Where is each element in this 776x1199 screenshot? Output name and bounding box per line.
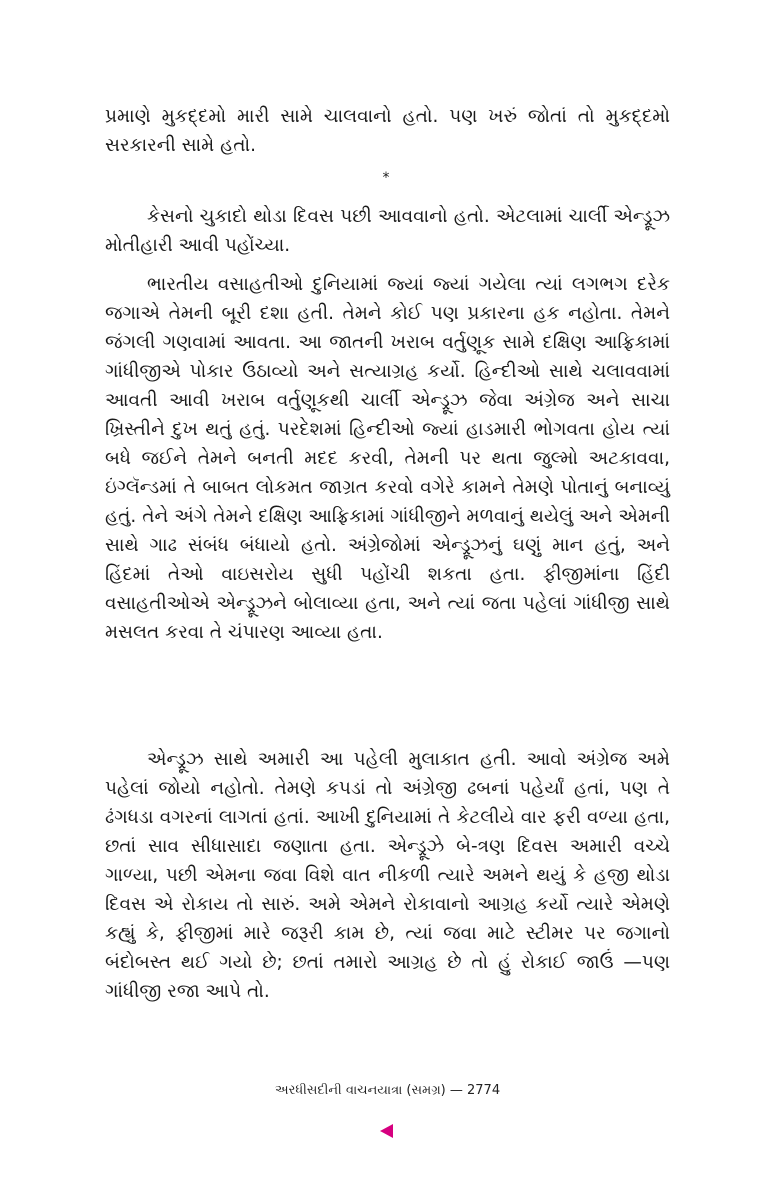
section-separator-asterisk: *: [382, 170, 390, 186]
triangle-left-icon[interactable]: [380, 1124, 393, 1138]
paragraph-indian-settlers: ભારતીય વસાહતીઓ દુનિયામાં જ્યાં જ્યાં ગયેલા ત્યાં લગભગ દરેક જગાએ તેમની બૂરી દશા હતી. તેમને કોઈ પણ પ્રકારના હક નહોતા. તેમને જંગલી ગણવામાં આવતા. આ જાતની ખરાબ વર્તુણૂક સામે દક્ષિણ આફ્રિકામાં ગાંધીજીએ પોકાર ઉઠાવ્યો અને સત્યાગ્રહ કર્યો. હિન્દીઓ સાથે ચલાવવામાં આવતી આવી ખરાબ વર્તુણૂકથી ચાર્લી એન્ડ્રૂઝ જેવા અંગ્રેજ અને સાચા ખ્રિસ્તીને દુખ થતું હતું. પરદેશમાં હિન્દીઓ જ્યાં હાડમારી ભોગવતા હોય ત્યાં બધે જઈને તેમને બનતી મદદ કરવી, તેમની પર થતા જુલ્મો અટકાવવા, ઇંગ્લૅન્ડમાં તે બાબત લોકમત જાગ્રત કરવો વગેરે કામને તેમણે પોતાનું બનાવ્યું હતું. તેને અંગે તેમને દક્ષિણ આફ્રિકામાં ગાંધીજીને મળવાનું થયેલું અને એમની સાથે ગાઢ સંબંધ બંધાયો હતો. અંગ્રેજોમાં એન્ડ્રૂઝનું ઘણું માન હતું, અને હિંદમાં તેઓ વાઇસરોય સુધી પહોંચી શકતા હતા. ફીજીમાંના હિંદી વસાહતીઓએ એન્ડ્રૂઝને બોલાવ્યા હતા, અને ત્યાં જતા પહેલાં ગાંધીજી સાથે મસલત કરવા તે ચંપારણ આવ્યા હતા.: [105, 274, 670, 643]
paragraph-first-meeting-andrews: એન્ડ્રૂઝ સાથે અમારી આ પહેલી મુલાકાત હતી. આવો અંગ્રેજ અમે પહેલાં જોયો નહોતો. તેમણે કપડાં તો અંગ્રેજી ઢબનાં પહેર્યાં હતાં, પણ તે ઢંગધડા વગરનાં લાગતાં હતાં. આખી દુનિયામાં તે કેટલીયે વાર ફરી વળ્યા હતા, છતાં સાવ સીધાસાદા જણાતા હતા. એન્ડ્રૂઝે બે-ત્રણ દિવસ અમારી વચ્ચે ગાળ્યા, પછી એમના જવા વિશે વાત નીકળી ત્યારે અમને થયું કે હજી થોડા દિવસ એ રોકાય તો સારું. અમે એમને રોકાવાનો આગ્રહ કર્યો ત્યારે એમણે કહ્યું કે, ફીજીમાં મારે જરૂરી કામ છે, ત્યાં જવા માટે સ્ટીમર પર જગાનો બંદોબસ્ત થઈ ગયો છે; છતાં તમારો આગ્રહ છે તો હું રોકાઈ જાઉં —પણ ગાંધીજી રજા આપે તો.: [105, 749, 670, 1002]
page-footer: અરધીસદીની વાચનયાત્રા (સમગ્ર) — 2774: [274, 1083, 501, 1098]
paragraph-continuation: પ્રમાણે મુકદ્દમો મારી સામે ચાલવાનો હતો. પણ ખરું જોતાં તો મુકદ્દમો સરકારની સામે હતો.: [105, 106, 670, 156]
paragraph-verdict-andrews-arrival: કેસનો ચુકાદો થોડા દિવસ પછી આવવાનો હતો. એટલામાં ચાર્લી એન્ડ્રૂઝ મોતીહારી આવી પહોંચ્યા.: [105, 206, 670, 256]
